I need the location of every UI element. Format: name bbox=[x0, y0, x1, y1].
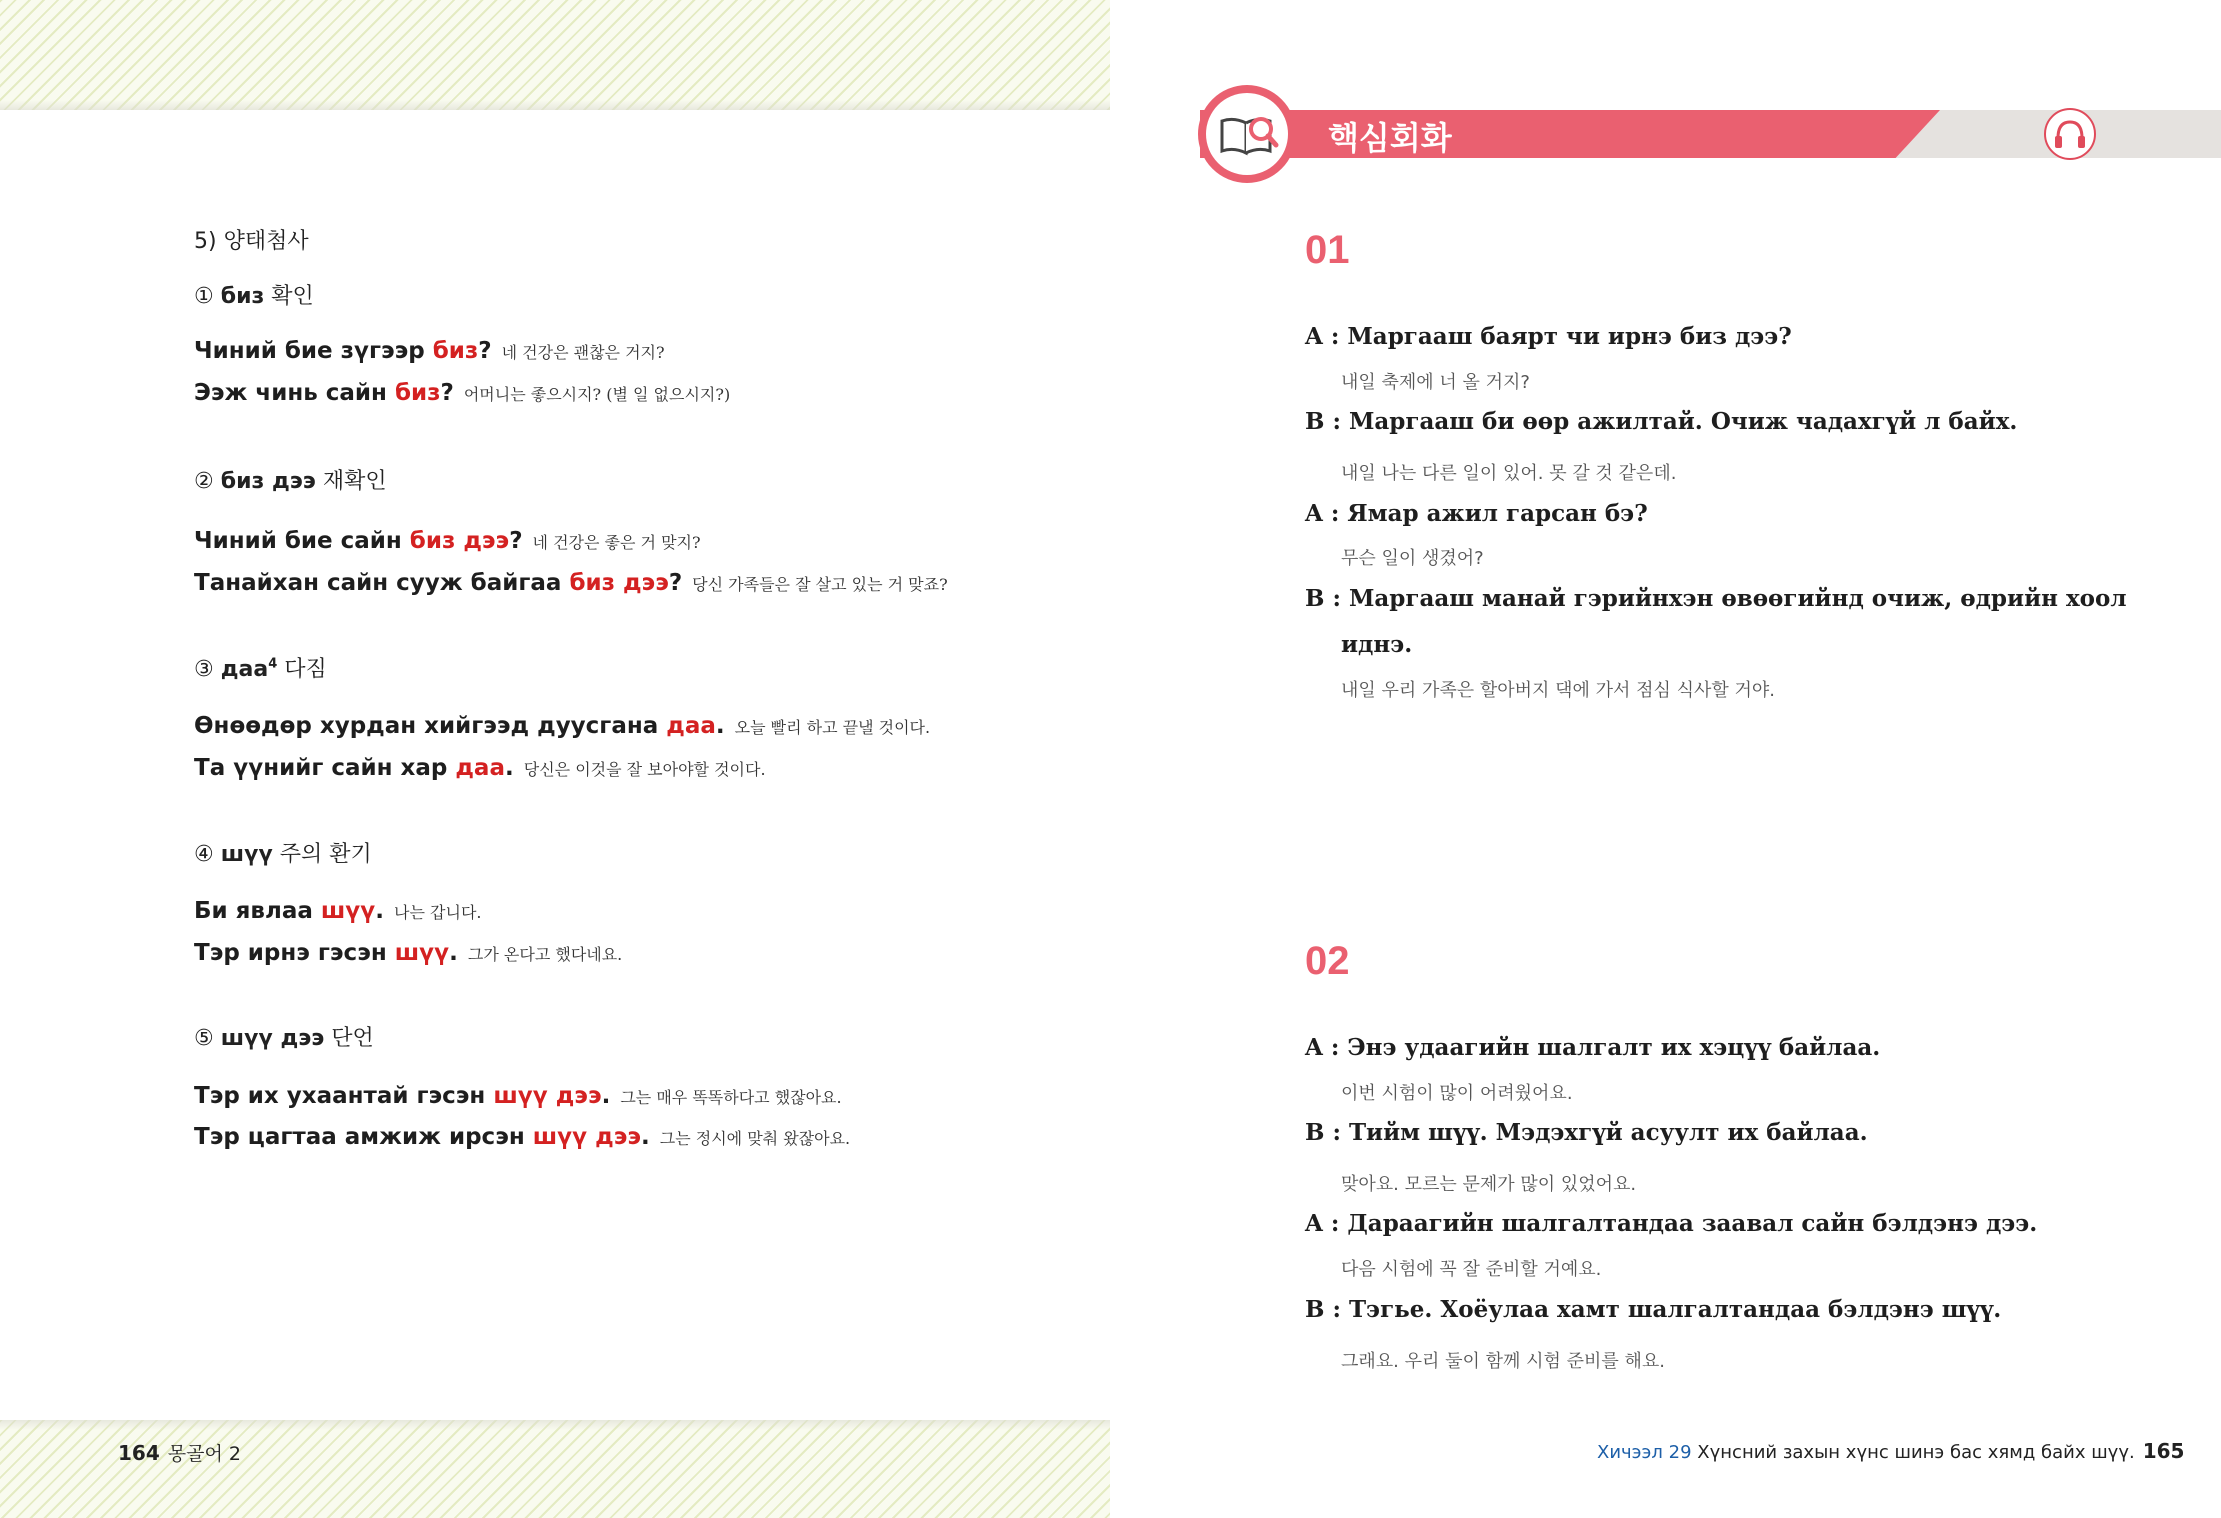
example-row: Өнөөдөр хурдан хийгээд дуусгана даа. 오늘 빨리 하고 끝낼 것이다. bbox=[194, 713, 931, 739]
audio-button[interactable] bbox=[2044, 108, 2096, 160]
example-row: Та үүнийг сайн хар даа. 당신은 이것을 잘 보아야할 것이다. bbox=[194, 755, 766, 781]
book-title: 몽골어 2 bbox=[167, 1443, 241, 1465]
example-row: Тэр цагтаа амжиж ирсэн шүү дээ. 그는 정시에 맞춰 왔잖아요. bbox=[194, 1124, 851, 1150]
example-row: Ээж чинь сайн биз? 어머니는 좋으시지? (별 일 없으시지?) bbox=[194, 380, 731, 406]
group-3-heading: ③ даа$^4$ 다짐 bbox=[194, 656, 327, 682]
lesson-title: Хүнсний захын хүнс шинэ бас хямд байх шүү. bbox=[1697, 1442, 2135, 1463]
example-row: Чиний бие зүгээр биз? 네 건강은 괜찮은 거지? bbox=[194, 338, 665, 364]
banner-title: 핵심회화 bbox=[1328, 119, 1452, 157]
group-2-heading: ② биз дээ 재확인 bbox=[194, 469, 387, 494]
banner-circle bbox=[1198, 85, 1296, 183]
dialogue-translation: 그래요. 우리 둘이 함께 시험 준비를 해요. bbox=[1341, 1351, 1665, 1372]
dialogue-line: A : Ямар ажил гарсан бэ? bbox=[1305, 500, 1648, 527]
right-page bbox=[1110, 0, 2221, 1518]
dialogue-line: B : Тийм шүү. Мэдэхгүй асуулт их байлаа. bbox=[1305, 1119, 1868, 1146]
top-stripe-decoration bbox=[0, 0, 1110, 110]
dialogue-line: A : Энэ удаагийн шалгалт их хэцүү байлаа. bbox=[1305, 1034, 1881, 1061]
dialogue-line: B : Тэгье. Хоёулаа хамт шалгалтандаа бэлдэнэ шүү. bbox=[1305, 1296, 2002, 1323]
example-row: Би явлаа шүү. 나는 갑니다. bbox=[194, 898, 482, 924]
left-footer bbox=[118, 1439, 241, 1466]
example-row: Тэр ирнэ гэсэн шүү. 그가 온다고 했다네요. bbox=[194, 940, 623, 966]
dialogue-line: A : Дараагийн шалгалтандаа заавал сайн бэлдэнэ дээ. bbox=[1305, 1210, 2038, 1237]
dialogue-translation: 내일 나는 다른 일이 있어. 못 갈 것 같은데. bbox=[1341, 463, 1677, 484]
bottom-stripe-decoration bbox=[0, 1420, 1110, 1518]
dialogue-line: B : Маргааш би өөр ажилтай. Очиж чадахгүй л байх. bbox=[1305, 408, 2018, 435]
book-magnifier-icon bbox=[1206, 93, 1288, 175]
example-row: Тэр их ухаантай гэсэн шүү дээ. 그는 매우 똑똑하다고 했잖아요. bbox=[194, 1083, 842, 1109]
page-number: 165 bbox=[2142, 1439, 2185, 1463]
example-row: Танайхан сайн сууж байгаа биз дээ? 당신 가족들은 잘 살고 있는 거 맞죠? bbox=[194, 570, 948, 596]
dialogue-number: 02 bbox=[1305, 939, 1350, 983]
page-number: 164 bbox=[118, 1441, 160, 1465]
section-banner bbox=[1200, 110, 1940, 158]
group-5-heading: ⑤ шүү дээ 단언 bbox=[194, 1026, 374, 1051]
example-row: Чиний бие сайн биз дээ? 네 건강은 좋은 거 맞지? bbox=[194, 528, 701, 554]
dialogue-number: 01 bbox=[1305, 228, 1350, 272]
headphones-icon bbox=[2046, 110, 2094, 158]
group-1-heading: ① биз 확인 bbox=[194, 284, 314, 309]
dialogue-translation: 내일 축제에 너 올 거지? bbox=[1341, 372, 1530, 393]
dialogue-line: B : Маргааш манай гэрийнхэн өвөөгийнд очиж, өдрийн хоол bbox=[1305, 585, 2127, 612]
dialogue-line-continuation: иднэ. bbox=[1341, 631, 1413, 658]
left-page bbox=[0, 0, 1110, 1518]
dialogue-translation: 다음 시험에 꼭 잘 준비할 거예요. bbox=[1341, 1259, 1602, 1280]
dialogue-line: A : Маргааш баярт чи ирнэ биз дээ? bbox=[1305, 323, 1792, 350]
dialogue-translation: 내일 우리 가족은 할아버지 댁에 가서 점심 식사할 거야. bbox=[1341, 680, 1776, 701]
lesson-label: Хичээл 29 bbox=[1597, 1442, 1692, 1463]
right-footer bbox=[1597, 1439, 2184, 1463]
dialogue-translation: 무슨 일이 생겼어? bbox=[1341, 548, 1484, 569]
dialogue-translation: 맞아요. 모르는 문제가 많이 있었어요. bbox=[1341, 1174, 1637, 1195]
group-4-heading: ④ шүү 주의 환기 bbox=[194, 842, 372, 867]
section-title: 5) 양태첨사 bbox=[194, 229, 309, 254]
dialogue-translation: 이번 시험이 많이 어려웠어요. bbox=[1341, 1083, 1573, 1104]
